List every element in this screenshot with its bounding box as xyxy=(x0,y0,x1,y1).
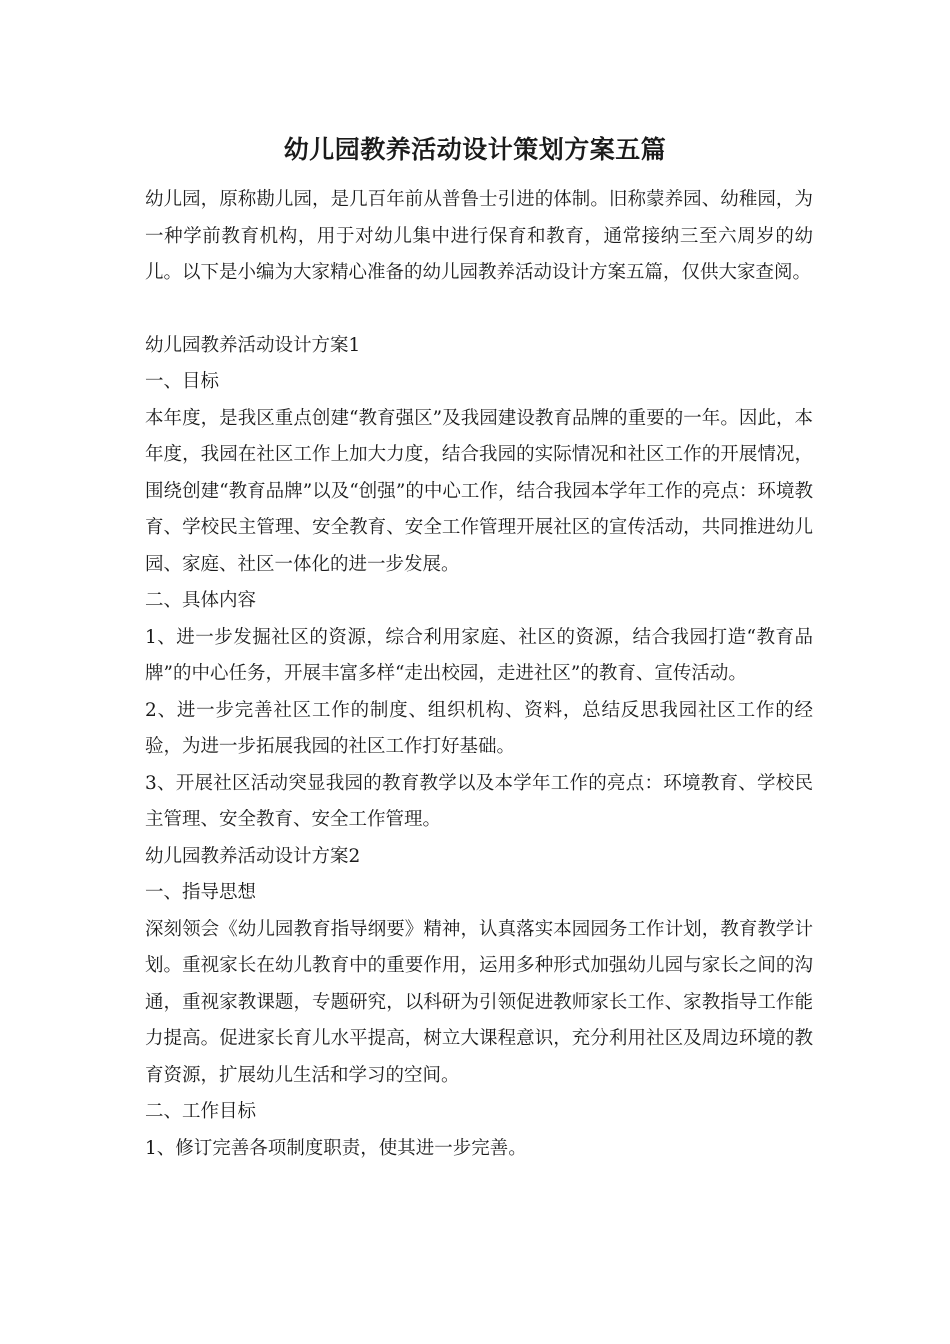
work-goal-item-1: 1、修订完善各项制度职责，使其进一步完善。 xyxy=(145,1137,527,1159)
content-item-1: 1、进一步发掘社区的资源，综合利用家庭、社区的资源，结合我园打造“教育品牌”的中心任务，开展丰富多样“走出校园，走进社区”的教育、宣传活动。 xyxy=(145,626,813,684)
content-item-3: 3、开展社区活动突显我园的教育教学以及本学年工作的亮点：环境教育、学校民主管理、安全教育、安全工作管理。 xyxy=(145,772,813,830)
subheading-goals: 一、目标 xyxy=(145,371,220,392)
content-item-2: 2、进一步完善社区工作的制度、组织机构、资料，总结反思我园社区工作的经验，为进一步拓展我园的社区工作打好基础。 xyxy=(145,699,813,757)
subheading-content: 二、具体内容 xyxy=(145,590,257,611)
document-title: 幼儿园教养活动设计策划方案五篇 xyxy=(283,135,667,164)
blank-line xyxy=(145,292,813,328)
subheading-guiding-thought: 一、指导思想 xyxy=(145,882,257,903)
section-heading-plan-1: 幼儿园教养活动设计方案1 xyxy=(145,334,361,356)
guiding-thought-paragraph: 深刻领会《幼儿园教育指导纲要》精神，认真落实本园园务工作计划，教育教学计划。重视家长在幼儿教育中的重要作用，运用多种形式加强幼儿园与家长之间的沟通，重视家教课题，专题研究，以科研为引领促进教师家长工作、家教指导工作能力提高。促进家长育儿水平提高，树立大课程意识，充分利用社区及周边环境的教育资源，扩展幼儿生活和学习的空间。 xyxy=(145,918,813,1086)
document-body xyxy=(145,182,813,1167)
subheading-work-goals: 二、工作目标 xyxy=(145,1101,257,1122)
intro-paragraph: 幼儿园，原称勘儿园，是几百年前从普鲁士引进的体制。旧称蒙养园、幼稚园，为一种学前教育机构，用于对幼儿集中进行保育和教育，通常接纳三至六周岁的幼儿。以下是小编为大家精心准备的幼儿园教养活动设计方案五篇，仅供大家查阅。 xyxy=(145,189,813,283)
goals-paragraph: 本年度，是我区重点创建“教育强区”及我园建设教育品牌的重要的一年。因此，本年度，我园在社区工作上加大力度，结合我园的实际情况和社区工作的开展情况，围绕创建“教育品牌”以及“创强”的中心工作，结合我园本学年工作的亮点：环境教育、学校民主管理、安全教育、安全工作管理开展社区的宣传活动，共同推进幼儿园、家庭、社区一体化的进一步发展。 xyxy=(145,407,813,575)
section-heading-plan-2: 幼儿园教养活动设计方案2 xyxy=(145,845,361,867)
